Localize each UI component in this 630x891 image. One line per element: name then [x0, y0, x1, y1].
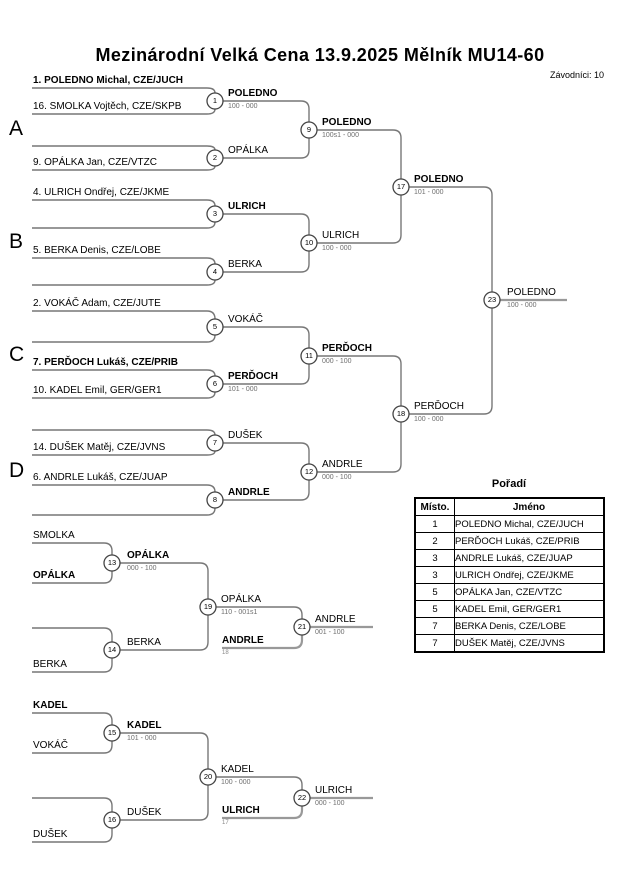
winner-name: PERĎOCH	[322, 343, 373, 354]
match-number: 20	[203, 772, 213, 781]
match-number: 11	[305, 351, 313, 360]
winner-name: KADEL	[221, 764, 254, 775]
winner-name: ULRICH	[228, 201, 266, 212]
name-cell: ULRICH Ondřej, CZE/JKME	[455, 567, 605, 584]
winner-name: OPÁLKA	[127, 550, 170, 561]
match-score: 001 - 100	[315, 629, 345, 636]
match-number: 14	[107, 645, 117, 654]
seed-name: 14. DUŠEK Matěj, CZE/JVNS	[33, 442, 166, 453]
winner-name: OPÁLKA	[228, 145, 269, 156]
match-score: 000 - 100	[315, 800, 345, 807]
winner-name: POLEDNO	[228, 88, 278, 99]
source-match-ref: 17	[222, 820, 229, 826]
table-row	[415, 567, 604, 584]
group-label-a: A	[9, 117, 24, 140]
match-score: 000 - 100	[127, 565, 157, 572]
winner-name: POLEDNO	[322, 117, 372, 128]
seed-name: VOKÁČ	[33, 740, 69, 751]
entrant-name: ULRICH	[222, 805, 260, 816]
seed-name: 10. KADEL Emil, GER/GER1	[33, 385, 162, 396]
winner-name: ULRICH	[315, 785, 353, 796]
seed-name: 2. VOKÁČ Adam, CZE/JUTE	[33, 298, 161, 309]
seed-name: BERKA	[33, 659, 67, 670]
match-number: 17	[396, 182, 406, 191]
match-score: 100 - 000	[228, 103, 258, 110]
seed-name: 5. BERKA Denis, CZE/LOBE	[33, 245, 161, 256]
seed-name: SMOLKA	[33, 530, 75, 541]
match-number: 13	[107, 558, 117, 567]
winner-name: ULRICH	[322, 230, 360, 241]
match-number: 8	[212, 495, 218, 504]
match-number: 3	[212, 209, 218, 218]
standings-title: Pořadí	[491, 478, 527, 490]
source-match-ref: 18	[222, 650, 229, 656]
match-score: 101 - 000	[127, 735, 157, 742]
winner-name: ANDRLE	[322, 459, 363, 470]
match-score: 101 - 000	[228, 386, 258, 393]
seed-name: 1. POLEDNO Michal, CZE/JUCH	[33, 75, 184, 86]
place-column-header: Místo.	[415, 498, 455, 516]
seed-name: OPÁLKA	[33, 570, 76, 581]
match-number: 22	[297, 793, 307, 802]
table-row	[415, 618, 604, 635]
match-score: 110 - 001s1	[221, 609, 258, 616]
winner-name: POLEDNO	[414, 174, 464, 185]
winner-name: BERKA	[228, 259, 262, 270]
page-title: Mezinárodní Velká Cena 13.9.2025 Mělník MU14-60	[95, 45, 545, 65]
match-number: 19	[203, 602, 213, 611]
place-cell: 1	[415, 516, 455, 533]
table-row	[415, 533, 604, 550]
winner-name: POLEDNO	[507, 287, 556, 298]
table-row	[415, 584, 604, 601]
match-number: 16	[107, 815, 117, 824]
place-cell: 2	[415, 533, 455, 550]
match-number: 2	[212, 153, 218, 162]
match-number: 7	[212, 438, 218, 447]
match-number: 18	[396, 409, 406, 418]
name-column-header: Jméno	[455, 498, 605, 516]
winner-name: ANDRLE	[228, 487, 270, 498]
match-number: 6	[212, 379, 218, 388]
place-cell: 7	[415, 635, 455, 653]
standings-table	[414, 497, 605, 653]
name-cell: DUŠEK Matěj, CZE/JVNS	[455, 635, 605, 653]
winner-name: VOKÁČ	[228, 314, 264, 325]
seed-name: DUŠEK	[33, 829, 68, 840]
seed-name: 4. ULRICH Ondřej, CZE/JKME	[33, 187, 170, 198]
group-label-b: B	[9, 230, 24, 253]
match-score: 101 - 000	[414, 189, 444, 196]
match-number: 15	[107, 728, 117, 737]
winner-lines	[120, 101, 492, 820]
winner-name: BERKA	[127, 637, 161, 648]
name-cell: ANDRLE Lukáš, CZE/JUAP	[455, 550, 605, 567]
place-cell: 3	[415, 550, 455, 567]
match-number: 12	[304, 467, 314, 476]
match-score: 100 - 000	[322, 245, 352, 252]
match-number: 23	[487, 295, 497, 304]
match-number: 10	[304, 238, 314, 247]
table-row	[415, 516, 604, 533]
seed-name: KADEL	[33, 700, 68, 711]
winner-name: DUŠEK	[127, 807, 162, 818]
standings-header-row	[415, 498, 604, 516]
match-number: 9	[306, 125, 312, 134]
seed-name: 7. PERĎOCH Lukáš, CZE/PRIB	[33, 357, 179, 368]
seed-name: 16. SMOLKA Vojtěch, CZE/SKPB	[33, 101, 182, 112]
place-cell: 3	[415, 567, 455, 584]
winner-name: OPÁLKA	[221, 594, 262, 605]
place-cell: 5	[415, 584, 455, 601]
table-row	[415, 601, 604, 618]
place-cell: 5	[415, 601, 455, 618]
match-number: 21	[297, 622, 307, 631]
table-row	[415, 550, 604, 567]
match-number: 5	[212, 322, 218, 331]
name-cell: OPÁLKA Jan, CZE/VTZC	[455, 584, 605, 601]
match-score: 100s1 - 000	[322, 132, 359, 139]
winner-name: KADEL	[127, 720, 162, 731]
winner-name: ANDRLE	[315, 614, 356, 625]
match-number: 1	[212, 96, 218, 105]
seed-name: 9. OPÁLKA Jan, CZE/VTZC	[33, 157, 157, 168]
seed-lines	[32, 88, 215, 842]
winner-name: PERĎOCH	[414, 401, 465, 412]
group-label-c: C	[9, 343, 25, 366]
entrant-name: ANDRLE	[222, 635, 264, 646]
winner-name: DUŠEK	[228, 430, 263, 441]
group-label-d: D	[9, 459, 25, 482]
match-circles	[104, 93, 500, 828]
name-cell: PERĎOCH Lukáš, CZE/PRIB	[455, 533, 605, 550]
winner-name: PERĎOCH	[228, 371, 279, 382]
name-cell: POLEDNO Michal, CZE/JUCH	[455, 516, 605, 533]
match-score: 100 - 000	[221, 779, 251, 786]
place-cell: 7	[415, 618, 455, 635]
match-score: 100 - 000	[414, 416, 444, 423]
name-cell: KADEL Emil, GER/GER1	[455, 601, 605, 618]
seed-name: 6. ANDRLE Lukáš, CZE/JUAP	[33, 472, 168, 483]
match-score: 100 - 000	[507, 302, 537, 309]
match-score: 000 - 100	[322, 474, 352, 481]
match-score: 000 - 100	[322, 358, 352, 365]
match-number: 4	[212, 267, 218, 276]
table-row	[415, 635, 604, 653]
competitors-count: Závodníci: 10	[549, 70, 604, 80]
name-cell: BERKA Denis, CZE/LOBE	[455, 618, 605, 635]
